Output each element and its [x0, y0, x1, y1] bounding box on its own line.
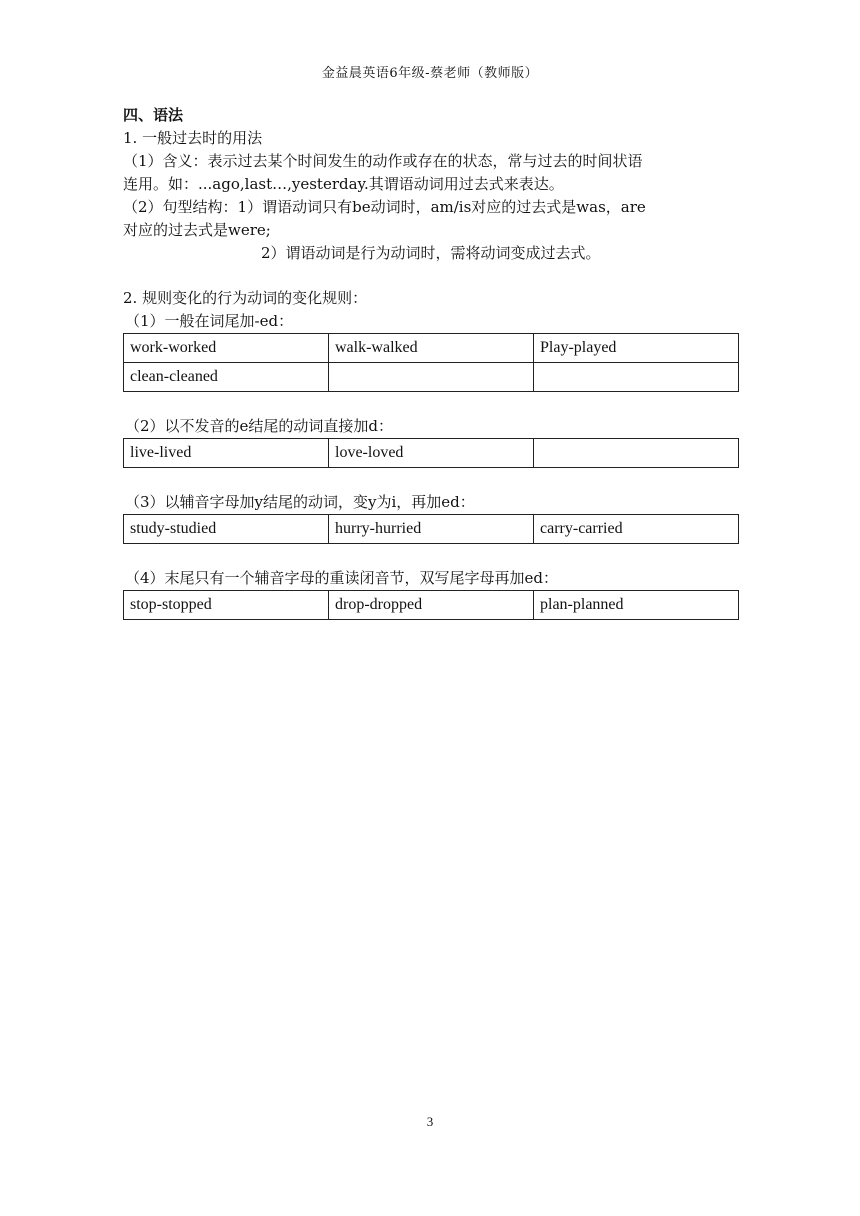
- table-cell: clean-cleaned: [124, 363, 329, 392]
- table-cell: walk-walked: [329, 334, 534, 363]
- rule-1-label: （1）一般在词尾加-ed：: [125, 312, 294, 330]
- table-cell: Play-played: [534, 334, 739, 363]
- rule-2-label: （2）以不发音的e结尾的动词直接加d：: [125, 417, 394, 435]
- table-cell: live-lived: [124, 439, 329, 468]
- table-cell: drop-dropped: [329, 591, 534, 620]
- table-cell: work-worked: [124, 334, 329, 363]
- table-cell: [329, 363, 534, 392]
- section-title: 四、语法: [123, 106, 184, 124]
- table-cell: hurry-hurried: [329, 515, 534, 544]
- paragraph-1-line-2: 连用。如：...ago,last…,yesterday.其谓语动词用过去式来表达。: [123, 175, 564, 193]
- page-header: 金益晨英语6年级-蔡老师（教师版）: [321, 66, 539, 81]
- table-row: [124, 591, 739, 620]
- page-number: 3: [426, 1114, 434, 1129]
- table-row: [124, 439, 739, 468]
- table-row: [124, 334, 739, 363]
- rule-3-table: [123, 514, 739, 544]
- table-row: [124, 363, 739, 392]
- paragraph-2-title: 2. 规则变化的行为动词的变化规则：: [123, 289, 368, 307]
- paragraph-1-line-3: （2）句型结构：1）谓语动词只有be动词时，am/is对应的过去式是was，are: [123, 198, 646, 216]
- table-cell: study-studied: [124, 515, 329, 544]
- table-cell: stop-stopped: [124, 591, 329, 620]
- table-cell: carry-carried: [534, 515, 739, 544]
- table-cell: [534, 363, 739, 392]
- table-cell: love-loved: [329, 439, 534, 468]
- rule-3-label: （3）以辅音字母加y结尾的动词，变y为i，再加ed：: [125, 493, 475, 511]
- document-body: [123, 104, 739, 620]
- rule-1-table: [123, 333, 739, 392]
- paragraph-1-title: 1. 一般过去时的用法: [123, 129, 263, 147]
- rule-4-table: [123, 590, 739, 620]
- paragraph-1-line-5: 2）谓语动词是行为动词时，需将动词变成过去式。: [261, 244, 601, 262]
- table-cell: plan-planned: [534, 591, 739, 620]
- rule-4-label: （4）末尾只有一个辅音字母的重读闭音节，双写尾字母再加ed：: [125, 569, 559, 587]
- paragraph-1-line-1: （1）含义：表示过去某个时间发生的动作或存在的状态，常与过去的时间状语: [123, 152, 643, 170]
- table-row: [124, 515, 739, 544]
- table-cell: [534, 439, 739, 468]
- rule-2-table: [123, 438, 739, 468]
- paragraph-1-line-4: 对应的过去式是were;: [123, 221, 271, 239]
